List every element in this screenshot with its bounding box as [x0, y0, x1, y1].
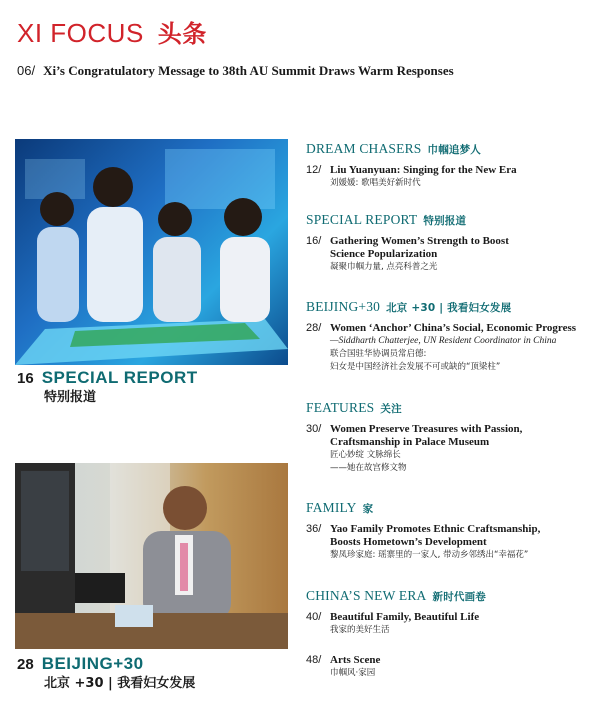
feature-special-report[interactable] [17, 368, 198, 388]
toc-section-head: FEATURES 关注 [306, 400, 402, 415]
toc-entry[interactable]: 12/ Liu Yuanyuan: Singing for the New Era 刘媛媛: 歌唱美好新时代 [306, 164, 517, 188]
toc-entry[interactable]: 28/ Women ‘Anchor’ China’s Social, Economic Progress —Siddharth Chatterjee, UN Resident Coordinator in China 联合国驻华协调员常启德: 妇女是中国经济社会发展不可或缺的“顶梁柱” [306, 322, 577, 372]
top-story[interactable] [17, 63, 454, 79]
feature-title-cn: 特别报道 [44, 390, 97, 405]
toc-entry[interactable]: 16/ Gathering Women’s Strength to Boost Science Popularization 凝聚巾帼力量, 点亮科普之光 [306, 235, 509, 272]
section-title-en: XI FOCUS [17, 18, 144, 48]
feature-page: 16 [17, 370, 34, 387]
toc-entry[interactable]: 36/ Yao Family Promotes Ethnic Craftsmanship, Boosts Hometown’s Development 黎凤珍家庭: 瑶寨里的一家人, 带动乡邻绣出“幸福花” [306, 523, 541, 560]
feature-title: SPECIAL REPORT [41, 368, 198, 387]
toc-section-head: FAMILY 家 [306, 500, 374, 515]
toc-section-head: SPECIAL REPORT 特别报道 [306, 212, 467, 227]
toc-section-head: BEIJING+30 北京 +30 | 我看妇女发展 [306, 299, 512, 314]
feature-beijing30[interactable] [17, 654, 144, 674]
toc-dream-chasers [306, 141, 591, 190]
feature-page: 28 [17, 656, 34, 673]
feature-title-cn: 北京 +30 | 我看妇女发展 [44, 676, 196, 691]
toc-arts-scene [306, 654, 591, 680]
section-title [17, 14, 207, 49]
top-story-title: Xi’s Congratulatory Message to 38th AU Summit Draws Warm Responses [43, 63, 454, 78]
toc-entry[interactable]: 30/ Women Preserve Treasures with Passion, Craftsmanship in Palace Museum 匠心妙绽 文脉绵长 ——她在故宫修文物 [306, 423, 523, 473]
toc-chinas-new-era [306, 588, 591, 637]
toc-section-head: CHINA’S NEW ERA 新时代画卷 [306, 588, 486, 603]
children-illustration [15, 139, 288, 365]
section-title-cn: 头条 [157, 20, 207, 48]
toc-family [306, 500, 591, 562]
special-report-photo [15, 139, 288, 365]
toc-entry[interactable]: 40/ Beautiful Family, Beautiful Life 我家的美好生活 [306, 611, 480, 635]
toc-entry[interactable]: 48/ Arts Scene 巾帼风·家园 [306, 654, 381, 678]
feature-title: BEIJING+30 [41, 654, 144, 673]
toc-section-head: DREAM CHASERS 巾帼追梦人 [306, 141, 481, 156]
toc-features [306, 400, 591, 475]
toc-beijing30 [306, 299, 591, 374]
portrait-illustration [15, 463, 288, 649]
beijing30-photo [15, 463, 288, 649]
toc-special-report [306, 212, 591, 274]
top-story-page: 06/ [17, 63, 36, 78]
